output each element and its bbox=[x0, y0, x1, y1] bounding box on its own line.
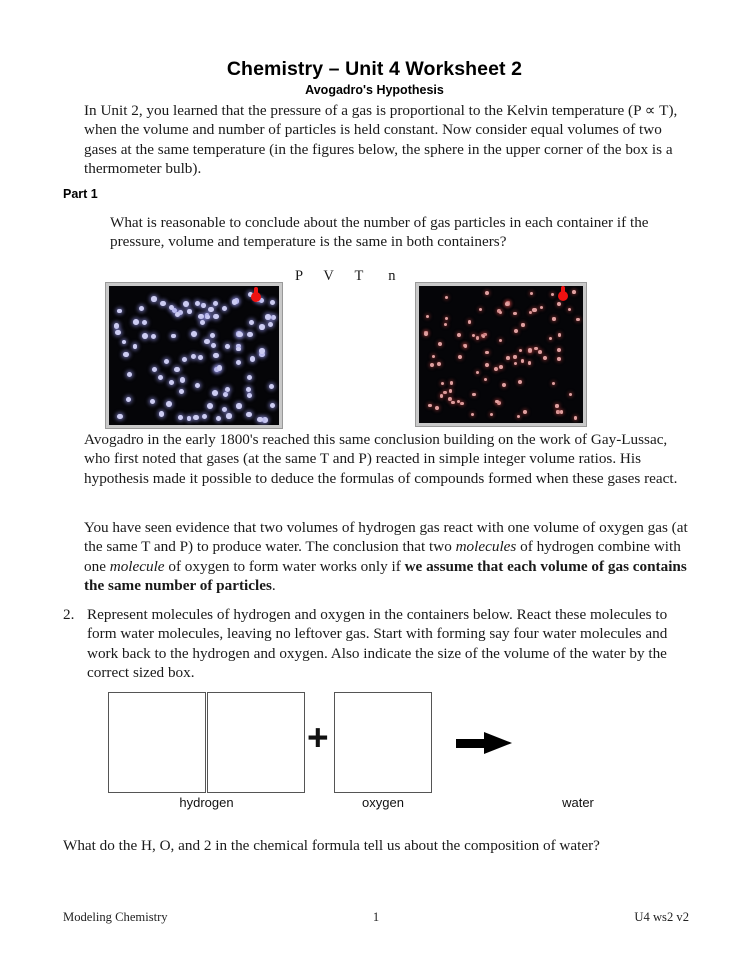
oxygen-label: oxygen bbox=[362, 795, 404, 810]
gas-particle bbox=[443, 391, 446, 394]
gas-particle bbox=[207, 403, 213, 409]
gas-particle bbox=[444, 323, 447, 326]
gas-particle bbox=[180, 377, 186, 383]
gas-particle bbox=[117, 309, 122, 314]
hydrogen-box-1[interactable] bbox=[108, 692, 206, 793]
gas-particle bbox=[247, 393, 252, 398]
gas-particle bbox=[457, 400, 460, 403]
gas-container-right bbox=[416, 283, 586, 426]
gas-particle bbox=[528, 348, 532, 352]
gas-particle bbox=[506, 356, 510, 360]
gas-particle bbox=[236, 347, 241, 352]
gas-particle bbox=[139, 306, 144, 311]
gas-particle bbox=[552, 317, 555, 320]
gas-particle bbox=[514, 362, 517, 365]
gas-particle bbox=[225, 344, 230, 349]
gas-particle bbox=[212, 390, 218, 396]
gas-particle bbox=[259, 324, 264, 329]
plus-icon: + bbox=[307, 717, 329, 758]
evidence-paragraph bbox=[84, 518, 691, 596]
gas-particle bbox=[269, 384, 274, 389]
gas-particle bbox=[247, 332, 253, 338]
gas-particle bbox=[432, 355, 435, 358]
gas-particle bbox=[198, 314, 204, 320]
gas-particle bbox=[178, 415, 183, 420]
gas-particle bbox=[200, 320, 205, 325]
gas-particle bbox=[499, 365, 503, 369]
gas-particle bbox=[193, 415, 199, 421]
gas-particle bbox=[204, 339, 210, 345]
evidence-text-4: . bbox=[271, 577, 276, 595]
hydrogen-box-2[interactable] bbox=[207, 692, 305, 793]
gas-particle bbox=[428, 404, 431, 407]
gas-particle bbox=[187, 416, 192, 421]
variables-row: P V T n bbox=[295, 268, 397, 284]
gas-particle bbox=[494, 367, 498, 371]
evidence-italic-2: molecule bbox=[109, 557, 165, 575]
gas-particle bbox=[232, 299, 237, 304]
gas-particle bbox=[142, 320, 147, 325]
gas-particle bbox=[460, 402, 464, 406]
gas-particle bbox=[557, 348, 561, 352]
gas-particle bbox=[175, 312, 180, 317]
gas-particle bbox=[479, 308, 482, 311]
gas-particle bbox=[202, 414, 208, 420]
gas-particle bbox=[435, 406, 439, 410]
gas-particle bbox=[158, 375, 163, 380]
gas-particle bbox=[482, 335, 485, 338]
page-title: Chemistry – Unit 4 Worksheet 2 bbox=[226, 58, 523, 80]
gas-particle bbox=[543, 356, 547, 360]
gas-particle bbox=[519, 349, 522, 352]
gas-particle bbox=[437, 362, 441, 366]
item-2-text: Represent molecules of hydrogen and oxygen in the containers below. React these molecules to form water molecules, leaving no leftover gas. Start with forming say four water molecules and work back to the hydrogen and oxygen. Also indicate the size of the volume of the water by the correct sized box. bbox=[87, 606, 668, 682]
gas-particle bbox=[458, 355, 462, 359]
gas-particle bbox=[191, 331, 197, 337]
evidence-text-2: of hydrogen combine with one bbox=[84, 538, 681, 575]
gas-particle bbox=[270, 403, 275, 408]
gas-particle bbox=[472, 334, 475, 337]
gas-particle bbox=[271, 315, 276, 320]
gas-particle bbox=[538, 350, 542, 354]
gas-particle bbox=[485, 363, 489, 367]
gas-particle bbox=[426, 315, 429, 318]
part-1-label: Part 1 bbox=[63, 187, 98, 201]
gas-particle bbox=[270, 300, 275, 305]
gas-particle bbox=[523, 410, 527, 414]
gas-particle bbox=[216, 416, 221, 421]
gas-particle bbox=[540, 306, 544, 310]
gas-particle bbox=[213, 314, 219, 320]
hydrogen-label: hydrogen bbox=[179, 795, 234, 810]
footer-left: Modeling Chemistry bbox=[63, 910, 168, 924]
gas-particle bbox=[213, 301, 218, 306]
gas-particle bbox=[521, 359, 524, 362]
gas-particle bbox=[195, 301, 200, 306]
gas-particle bbox=[191, 354, 196, 359]
gas-particle bbox=[502, 383, 506, 387]
gas-particle bbox=[549, 337, 552, 340]
evidence-text-3: of oxygen to form water works only if bbox=[164, 557, 405, 575]
gas-particle bbox=[513, 312, 517, 316]
gas-particle bbox=[208, 307, 214, 313]
gas-particle bbox=[142, 333, 148, 339]
gas-particle bbox=[268, 322, 273, 327]
gas-particle bbox=[560, 410, 564, 414]
gas-particle bbox=[499, 339, 502, 342]
gas-particle bbox=[485, 351, 488, 354]
gas-particle bbox=[151, 296, 156, 301]
gas-particle bbox=[164, 359, 169, 364]
gas-particle bbox=[557, 357, 561, 361]
gas-particle bbox=[476, 336, 479, 339]
gas-particle bbox=[424, 332, 428, 336]
gas-particle bbox=[438, 342, 442, 346]
gas-particle bbox=[210, 333, 215, 338]
evidence-bold-1: we assume that each volume of gas contains the same number of particles bbox=[84, 557, 687, 595]
gas-particle bbox=[246, 387, 251, 392]
gas-particle bbox=[552, 382, 555, 385]
gas-particle bbox=[225, 387, 230, 392]
gas-particle bbox=[449, 389, 453, 393]
item-2 bbox=[63, 605, 689, 683]
evidence-italic-1: molecules bbox=[455, 538, 517, 556]
gas-container-left bbox=[106, 283, 282, 428]
gas-particle bbox=[117, 414, 122, 419]
thermometer-bulb-icon bbox=[558, 291, 568, 301]
right-arrow-icon bbox=[456, 732, 512, 754]
gas-particle bbox=[151, 334, 156, 339]
avogadro-paragraph: Avogadro in the early 1800's reached this same conclusion building on the work of Gay-Lussac, who first noted that gases (at the same T and P) reacted in simple integer volume ratios. His hypothesis made it possible to deduce the formulas of compounds formed when these gases react. bbox=[84, 431, 678, 487]
footer-page-number: 1 bbox=[372, 910, 380, 924]
gas-particle bbox=[495, 400, 499, 404]
gas-particle bbox=[484, 378, 487, 381]
intro-paragraph: In Unit 2, you learned that the pressure of a gas is proportional to the Kelvin temperature (P ∝ T), when the volume and number of particles is held constant. Now consider equal volumes of two gases at the same temperature (in the figures below, the sphere in the upper corner of the box is a thermometer bulb). bbox=[84, 102, 678, 178]
gas-particle bbox=[569, 393, 572, 396]
gas-particle bbox=[198, 355, 203, 360]
gas-particle bbox=[169, 380, 174, 385]
gas-particle bbox=[532, 308, 536, 312]
gas-particle bbox=[265, 314, 271, 320]
gas-particle bbox=[133, 319, 139, 325]
gas-particle bbox=[521, 323, 524, 326]
gas-particle bbox=[182, 357, 187, 362]
gas-particle bbox=[247, 375, 252, 380]
gas-particle bbox=[246, 412, 252, 418]
gas-particle bbox=[169, 305, 174, 310]
page-subtitle: Avogadro's Hypothesis bbox=[305, 83, 444, 97]
gas-particle bbox=[464, 344, 468, 348]
gas-particle bbox=[250, 356, 256, 362]
gas-particle bbox=[551, 293, 554, 296]
gas-particle bbox=[223, 392, 228, 397]
gas-particle bbox=[217, 365, 222, 370]
closing-question: What do the H, O, and 2 in the chemical formula tell us about the composition of water? bbox=[63, 837, 600, 854]
gas-particle bbox=[457, 333, 461, 337]
gas-particle bbox=[211, 343, 216, 348]
gas-particle bbox=[468, 320, 471, 323]
gas-particle bbox=[183, 301, 189, 307]
gas-particle bbox=[174, 367, 180, 373]
gas-particle bbox=[576, 318, 579, 321]
gas-particle bbox=[445, 317, 449, 321]
gas-particle bbox=[236, 403, 241, 408]
gas-particle bbox=[451, 401, 454, 404]
gas-particle bbox=[499, 311, 502, 314]
gas-particle bbox=[574, 416, 578, 420]
item-2-number: 2. bbox=[63, 606, 75, 623]
gas-particle bbox=[166, 401, 172, 407]
gas-particle bbox=[472, 393, 475, 396]
reaction-diagram bbox=[0, 692, 749, 822]
gas-particle bbox=[249, 320, 254, 325]
gas-particle bbox=[514, 329, 518, 333]
gas-particle bbox=[257, 417, 262, 422]
gas-particle bbox=[159, 411, 164, 416]
arrow-head bbox=[484, 732, 512, 754]
gas-particle bbox=[160, 301, 166, 307]
gas-particle bbox=[236, 360, 241, 365]
gas-particle bbox=[534, 347, 537, 350]
gas-particle bbox=[440, 394, 444, 398]
gas-particle bbox=[133, 344, 138, 349]
gas-particle bbox=[517, 415, 520, 418]
gas-particle bbox=[557, 302, 561, 306]
gas-particle bbox=[430, 363, 434, 367]
water-label: water bbox=[562, 795, 594, 810]
gas-particle bbox=[513, 355, 516, 358]
gas-particle bbox=[572, 290, 576, 294]
gas-particle bbox=[122, 340, 127, 345]
gas-particle bbox=[114, 323, 120, 329]
footer-right: U4 ws2 v2 bbox=[634, 910, 689, 924]
gas-particle bbox=[259, 348, 264, 353]
gas-particle bbox=[152, 367, 157, 372]
gas-particle bbox=[205, 315, 210, 320]
gas-particle bbox=[150, 399, 155, 404]
gas-particle bbox=[226, 413, 231, 418]
gas-particle bbox=[476, 371, 479, 374]
gas-particle bbox=[558, 333, 561, 336]
gas-particle bbox=[213, 353, 218, 358]
part-1-question: What is reasonable to conclude about the number of gas particles in each container if the pressure, volume and temperature is the same in both containers? bbox=[110, 214, 649, 251]
gas-particle bbox=[262, 417, 268, 423]
gas-particle bbox=[123, 352, 129, 358]
gas-particle bbox=[445, 296, 448, 299]
arrow-shaft bbox=[456, 739, 486, 748]
gas-particle bbox=[450, 381, 453, 384]
gas-particle bbox=[518, 380, 522, 384]
gas-particle bbox=[195, 383, 200, 388]
gas-particle bbox=[222, 407, 227, 412]
gas-particle bbox=[187, 309, 192, 314]
gas-particle bbox=[528, 361, 532, 365]
gas-particle bbox=[555, 404, 558, 407]
oxygen-box[interactable] bbox=[334, 692, 432, 793]
gas-particle bbox=[485, 291, 489, 295]
gas-particle bbox=[237, 332, 243, 338]
gas-particle bbox=[171, 334, 176, 339]
thermometer-bulb-icon bbox=[251, 292, 261, 302]
gas-particle bbox=[568, 308, 571, 311]
gas-particle bbox=[201, 303, 206, 308]
gas-particle bbox=[530, 292, 533, 295]
gas-particle bbox=[126, 397, 131, 402]
evidence-text-1: You have seen evidence that two volumes of hydrogen gas react with one volume of oxygen gas (at the same T and P) to produce water. The conclusion that two bbox=[84, 519, 688, 556]
gas-particle bbox=[471, 413, 474, 416]
gas-particle bbox=[115, 330, 120, 335]
gas-particle bbox=[441, 382, 444, 385]
gas-particle bbox=[179, 389, 184, 394]
gas-particle bbox=[222, 306, 227, 311]
gas-particle bbox=[127, 372, 132, 377]
gas-particle bbox=[490, 413, 493, 416]
